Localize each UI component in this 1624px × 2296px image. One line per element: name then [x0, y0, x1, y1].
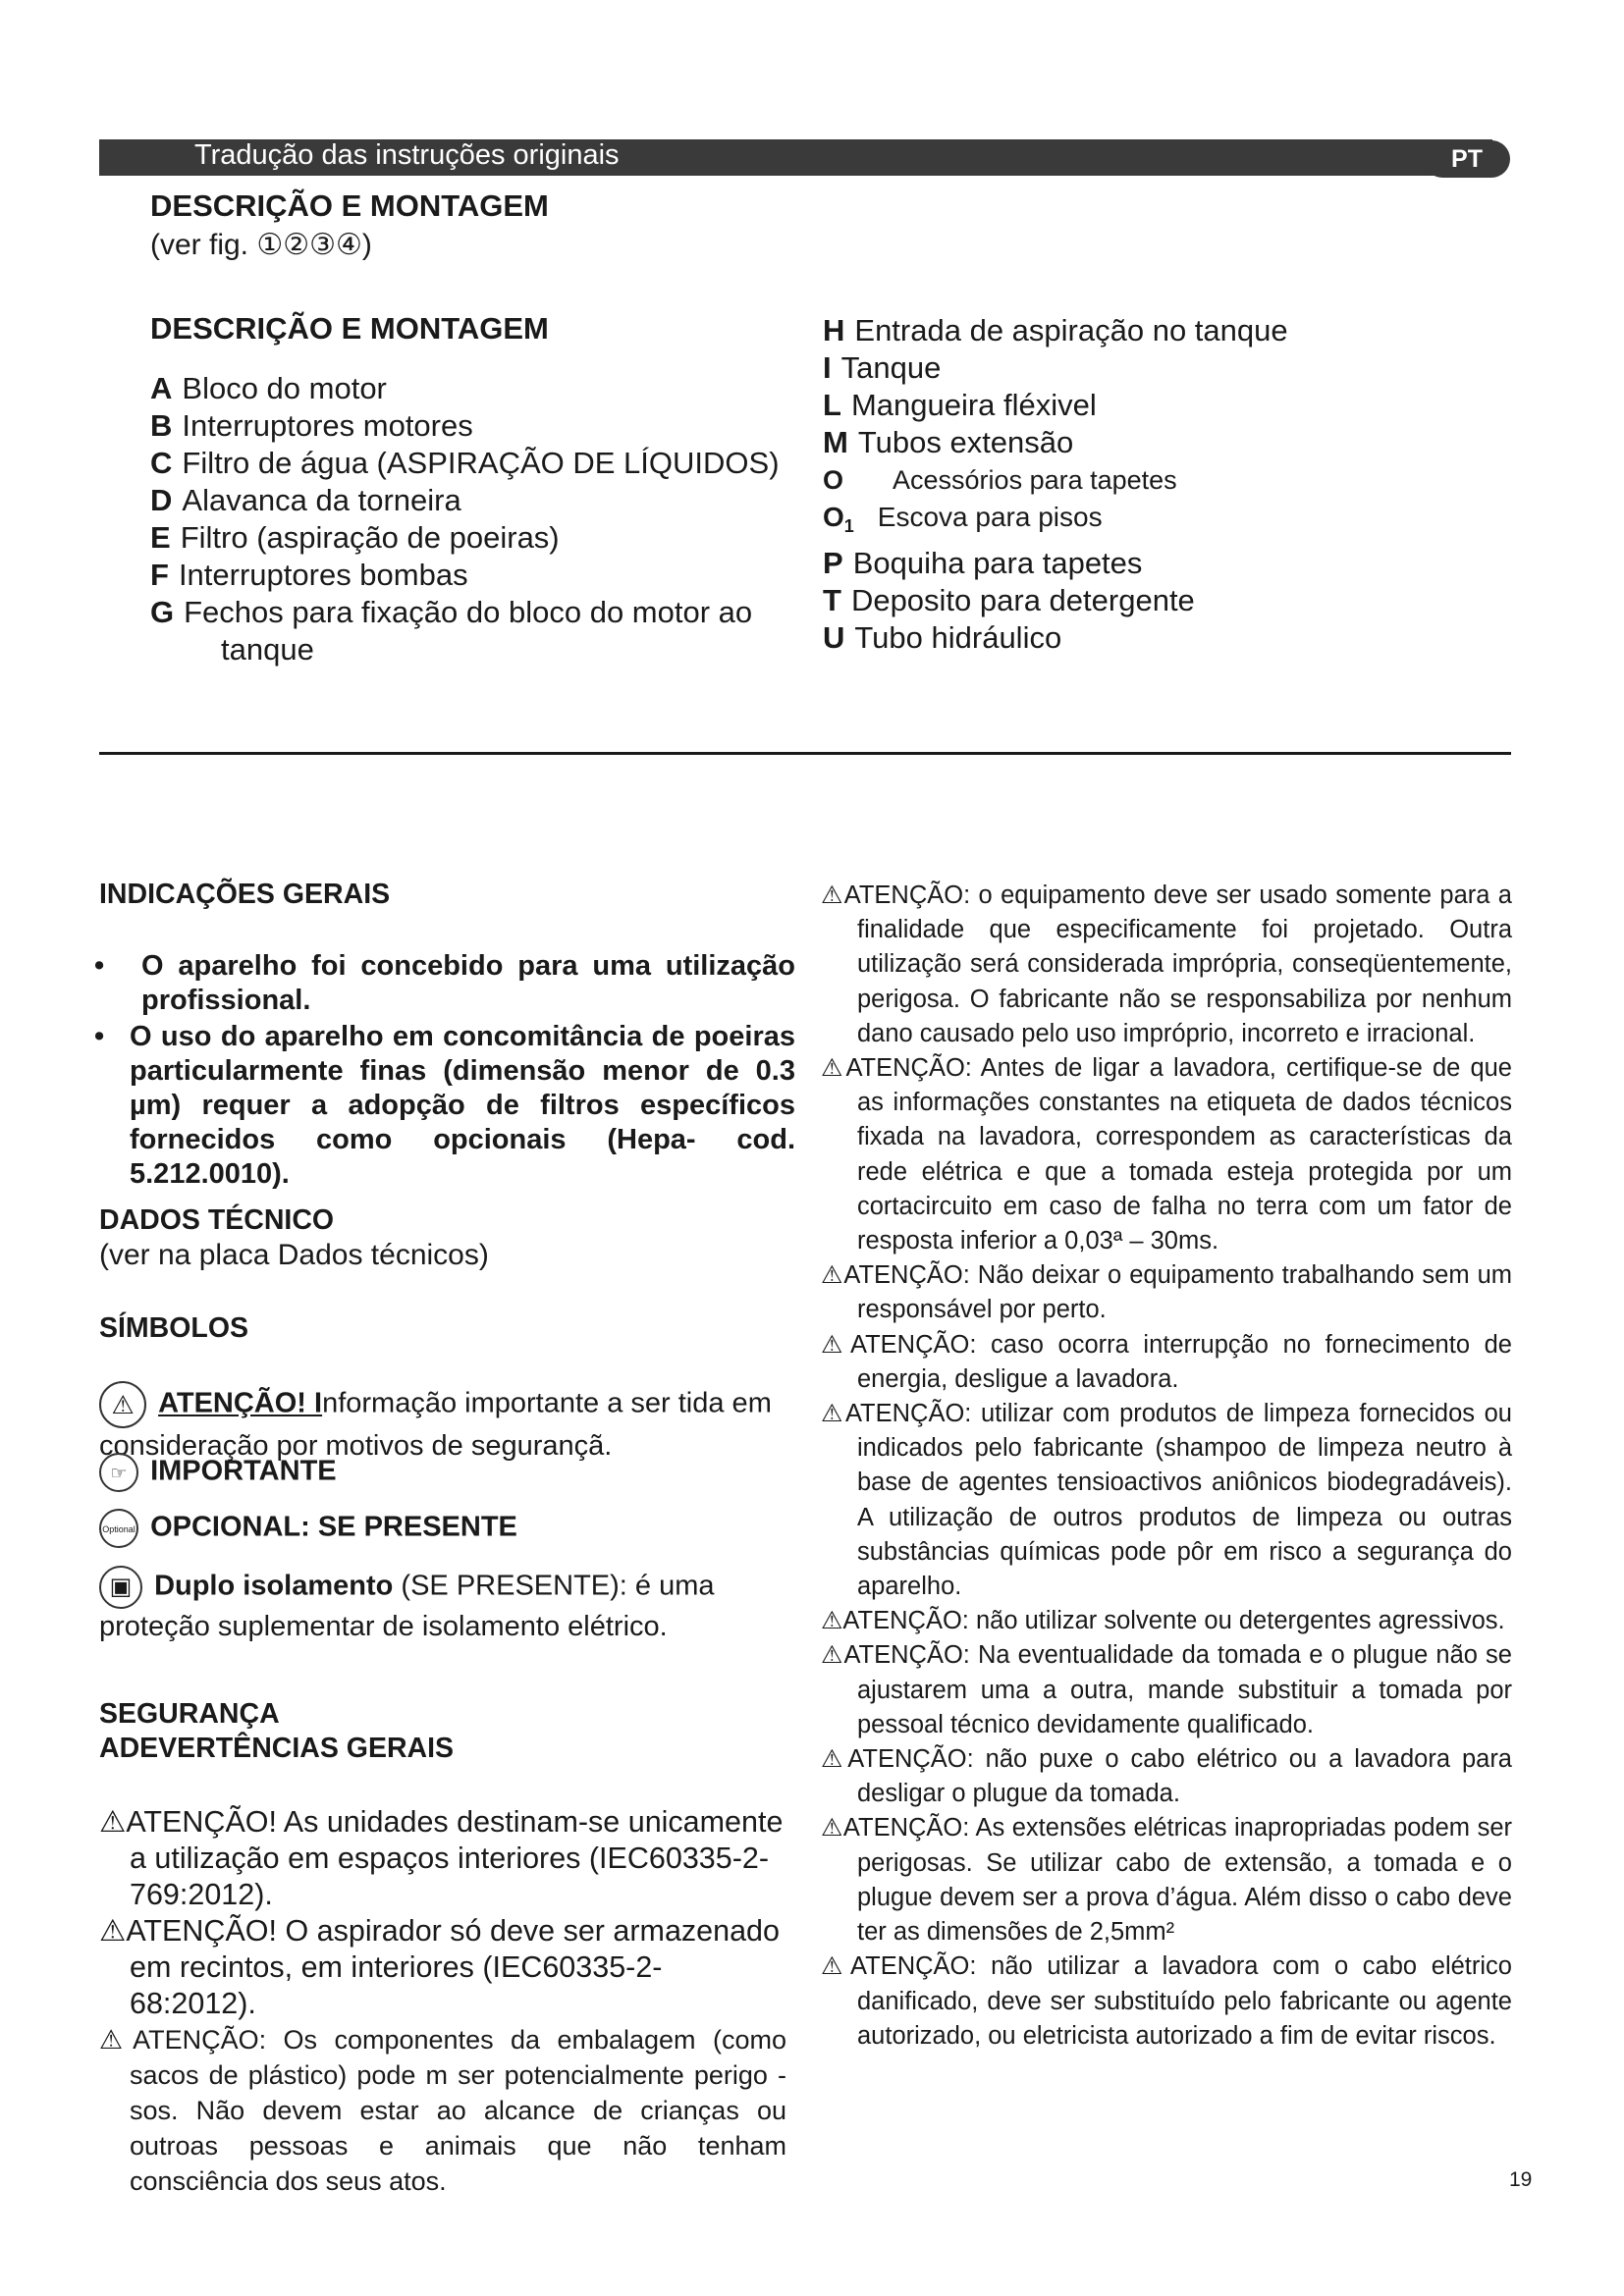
warning-item: ⚠ATENÇÃO: Antes de ligar a lavadora, certifique-se de que as informações constantes na etiqueta de dados técnicos fixada na lavadora, correspondem as características da rede elétrica e que a tomada esteja protegida por um cortacircuito em caso de falha no terra com um fator de resposta inferior a 0,03ª – 30ms. [821, 1054, 1512, 1255]
warning-icon: ⚠ [821, 1054, 846, 1083]
parts-list-left [150, 370, 779, 668]
safety-title: SEGURANÇA [99, 1698, 280, 1730]
warning-icon: ⚠ [821, 1330, 850, 1359]
warning-circle-icon: ⚠ [99, 1381, 146, 1428]
list-item: F Interruptores bombas [150, 558, 468, 592]
parts-list-right [823, 312, 1451, 657]
warnings-title: ADEVERTÊNCIAS GERAIS [99, 1733, 455, 1764]
double-insulation-icon: ▣ [99, 1566, 142, 1609]
intro-figure-ref: (ver fig. ①②③④) [150, 229, 372, 261]
list-item: • O aparelho foi concebido para uma utilização profissional. [94, 950, 795, 1016]
list-item: • O uso do aparelho em concomitância de poeiras particularmente finas (dimensão menor de 0.3 µm) requer a adopção de filtros específicos fornecidos como opcionais (Hepa- cod. 5.212.0010). [94, 1021, 795, 1190]
warning-item: ⚠ATENÇÃO: Não deixar o equipamento trabalhando sem um responsável por perto. [821, 1261, 1512, 1324]
optional-icon: Optional [99, 1509, 138, 1548]
warning-icon: ⚠ [821, 1952, 851, 1981]
list-item: T Deposito para detergente [823, 583, 1195, 617]
tech-title: DADOS TÉCNICO [99, 1204, 335, 1236]
list-item: E Filtro (aspiração de poeiras) [150, 520, 560, 555]
warning-icon: ⚠ [821, 1400, 845, 1428]
list-item: P Boquiha para tapetes [823, 546, 1143, 580]
symbol-optional: Optional OPCIONAL: SE PRESENTE [99, 1509, 786, 1548]
warning-item: ⚠ATENÇÃO: utilizar com produtos de limpeza fornecidos ou indicados pelo fabricante (shampoo de limpeza neutro à base de agentes tensioactivos aniônicos biodegradáveis). A utilização de outros produtos de limpeza ou outras substâncias químicas pode pôr em risco a segurança do aparelho. [821, 1400, 1512, 1601]
warning-item: ⚠ATENÇÃO: não utilizar solvente ou detergentes agressivos. [821, 1607, 1505, 1635]
warning-item: ⚠ATENÇÃO: Na eventualidade da tomada e o plugue não se ajustarem uma a outra, mande substituir a tomada por pessoal técnico devidamente qualificado. [821, 1641, 1512, 1738]
symbols-title: SÍMBOLOS [99, 1312, 249, 1344]
warning-item: ⚠ATENÇÃO: o equipamento deve ser usado somente para a finalidade que especificamente foi projetado. Outra utilização será considerada imprópria, conseqüentemente, perigosa. O fabricante não se responsabiliza por nenhum dano causado pelo uso impróprio, incorreto e irracional. [821, 881, 1512, 1047]
list-item: U Tubo hidráulico [823, 620, 1062, 655]
warning-item: ⚠ATENÇÃO: As extensões elétricas inapropriadas podem ser perigosas. Se utilizar cabo de extensão, a tomada e o plugue devem ser a prova d’água. Além disso o cabo deve ter as dimensões de 2,5mm² [821, 1814, 1512, 1947]
symbol-important: ☞ IMPORTANTE [99, 1453, 786, 1492]
list-item: O Acessórios para tapetes [823, 465, 1177, 495]
warning-item: ⚠ATENÇÃO! O aspirador só deve ser armazenado em recintos, em interiores (IEC60335-2-68:2012). [99, 1914, 780, 2020]
list-item: M Tubos extensão [823, 425, 1074, 459]
warning-item: ⚠ATENÇÃO: não puxe o cabo elétrico ou a lavadora para desligar o plugue da tomada. [821, 1745, 1512, 1808]
right-warnings [821, 879, 1512, 2054]
list-item: D Alavanca da torneira [150, 483, 461, 517]
warning-item: ⚠ATENÇÃO: Os componentes da embalagem (como sacos de plástico) pode m ser potencialmente perigo - sos. Não devem estar ao alcance de crianças ou outroas pessoas e animais que não tenham consciência dos seus atos. [99, 2025, 786, 2196]
warning-item: ⚠ATENÇÃO! As unidades destinam-se unicamente a utilização em espaços interiores (IEC60335-2-769:2012). [99, 1805, 784, 1911]
warning-icon: ⚠ [99, 1805, 127, 1839]
list-item: L Mangueira fléxivel [823, 388, 1097, 422]
page-number: 19 [1509, 2168, 1533, 2191]
warning-item: ⚠ATENÇÃO: não utilizar a lavadora com o cabo elétrico danificado, deve ser substituído pelo fabricante ou agente autorizado, ou eletricista autorizado a fim de evitar riscos. [821, 1952, 1512, 2050]
warning-icon: ⚠ [821, 1745, 848, 1774]
warning-icon: ⚠ [821, 1641, 844, 1670]
intro-heading: DESCRIÇÃO E MONTAGEM [150, 188, 549, 223]
warning-icon: ⚠ [821, 1814, 843, 1842]
general-bullets [94, 949, 795, 1192]
warning-item: ⚠ATENÇÃO: caso ocorra interrupção no fornecimento de energia, desligue a lavadora. [821, 1330, 1512, 1393]
section-divider [99, 752, 1511, 755]
warning-icon: ⚠ [99, 2025, 134, 2055]
left-warnings [99, 1804, 786, 2199]
symbol-double-insulation: ▣ Duplo isolamento (SE PRESENTE): é uma proteção suplementar de isolamento elétrico. [99, 1566, 786, 1644]
warning-icon: ⚠ [821, 1261, 844, 1290]
list-item: I Tanque [823, 350, 942, 385]
general-title: INDICAÇÕES GERAIS [99, 879, 391, 910]
list-item: H Entrada de aspiração no tanque [823, 313, 1288, 347]
header-title: Tradução das instruções originais [194, 139, 620, 171]
tech-text: (ver na placa Dados técnicos) [99, 1239, 489, 1271]
parts-title: DESCRIÇÃO E MONTAGEM [150, 311, 549, 346]
list-item: C Filtro de água (ASPIRAÇÃO DE LÍQUIDOS) [150, 446, 780, 480]
language-badge: PT [1424, 140, 1510, 178]
warning-icon: ⚠ [821, 881, 844, 909]
symbol-attention: ⚠ ATENÇÃO! Informação importante a ser tida em consideração por motivos de segurançã. [99, 1381, 786, 1464]
list-item: $O_1$ Escova para pisos [823, 502, 1103, 536]
list-item: B Interruptores motores [150, 408, 473, 443]
list-item: A Bloco do motor [150, 371, 387, 405]
warning-icon: ⚠ [99, 1914, 127, 1948]
pointing-hand-icon: ☞ [99, 1453, 138, 1492]
warning-icon: ⚠ [821, 1607, 843, 1635]
list-item: tanque [221, 632, 314, 667]
list-item: G Fechos para fixação do bloco do motor ao [150, 595, 753, 629]
